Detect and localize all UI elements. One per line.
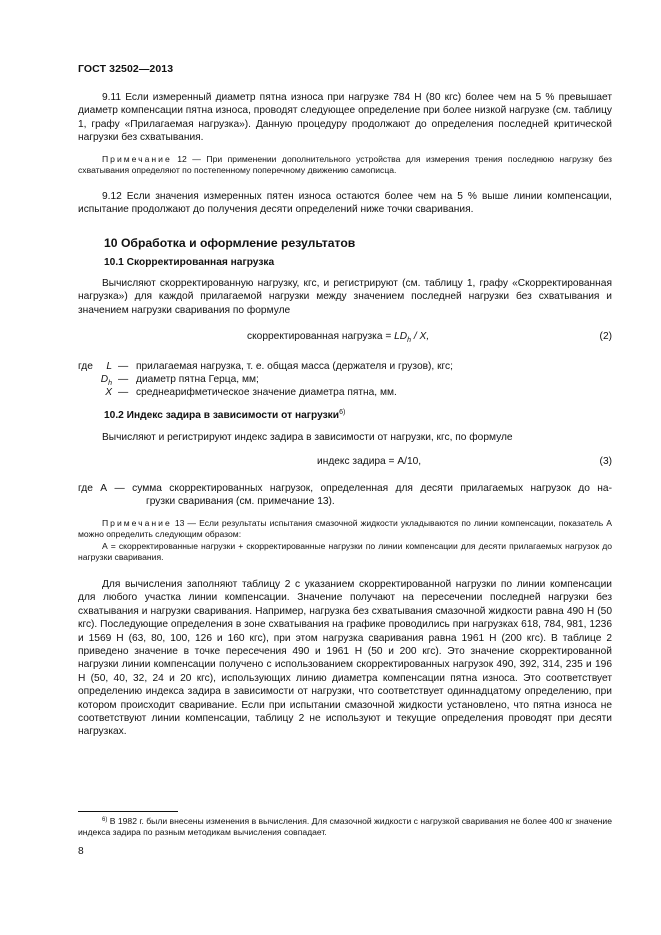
note-12-label: Примечание bbox=[102, 154, 172, 164]
formula-2-rest: / X, bbox=[411, 331, 430, 342]
def-dash: — bbox=[118, 361, 129, 372]
where-word: где bbox=[78, 361, 93, 372]
note-12-text: 12 — При применении дополнительного устройства для измерения трения последнюю нагрузку без схватывания определяют по постепенному поперечному движению самописца. bbox=[78, 154, 612, 176]
where-a-line1: где А — сумма скорректированных нагрузок, определенная для десяти прилагаемых нагрузок до на- bbox=[78, 483, 612, 494]
formula-2-number: (2) bbox=[599, 331, 612, 342]
def-symbol-x: X bbox=[105, 387, 112, 398]
section-10-1-title: 10.1 Скорректированная нагрузка bbox=[104, 257, 275, 268]
formula-2-ld: LD bbox=[394, 331, 408, 342]
formula-2 bbox=[247, 331, 429, 344]
def-dash: — bbox=[118, 387, 129, 398]
formula-2-sub: h bbox=[407, 337, 412, 345]
section-10-2-text: Вычисляют и регистрируют индекс задира в зависимости от нагрузки, кгс, по формуле bbox=[102, 432, 513, 443]
paragraph-table-2: Для вычисления заполняют таблицу 2 с указанием скорректированной нагрузки по линии компенсации для любого участка линии компенсации. Значение получают на пересечении последней нагрузки без схватывания и нагрузки сваривания. Например, нагрузка без схватывания смазочной жидкости равна 490 Н (50 кгс). Последующие определения в зоне схватывания на графике проводились при нагрузках 618, 784, 981, 1236 и 1569 Н (63, 80, 100, 126 и 160 кгс), при этом нагрузка сваривания равна 1961 Н (200 кгс). В таблице 2 приведено значение в точке пересечения 490 и 1961 Н (50 и 200 кгс). Это значение скорректированной нагрузки линии компенсации получено с использованием скорректированных нагрузок 490, 392, 314, 235 и 196 Н (50, 40, 32, 24 и 20 кгс), использующих линию диаметра компенсации пятна износа. Это соответствует определению индекса задира в зависимости от нагрузки, что соответствует одиннадцатому определению, при котором происходит сваривание. Если при испытании смазочной жидкости установлено, что пятна износа не соответствуют линии компенсации, таблицу 2 не используют и текущие определения проводят при десяти нагрузках. bbox=[78, 579, 612, 738]
footnote-6-mark: 6) bbox=[102, 817, 108, 823]
def-dash: — bbox=[118, 374, 129, 385]
note-13-line1: 13 — Если результаты испытания смазочной жидкости укладываются по линии компенсации, показатель А можно определить следующим образом: bbox=[78, 518, 613, 540]
section-10-2-title: 10.2 Индекс задира в зависимости от нагрузки$^{6)}$ bbox=[104, 409, 346, 421]
def-text-dh: диаметр пятна Герца, мм; bbox=[136, 374, 259, 385]
footnote-ref-6: 6) bbox=[339, 409, 346, 416]
formula-2-lhs: скорректированная нагрузка = bbox=[247, 331, 395, 342]
definitions-list bbox=[78, 360, 612, 400]
note-12 bbox=[78, 154, 612, 176]
section-10-1-text: Вычисляют скорректированную нагрузку, кгс, и регистрируют (см. таблицу 1, графу «Скорректированная нагрузка») для каждой прилагаемой нагрузки между значением последней нагрузки без схватывания и значением нагрузки сваривания по формуле bbox=[78, 278, 612, 316]
def-symbol-l: L bbox=[106, 361, 112, 372]
section-10-title: 10 Обработка и оформление результатов bbox=[104, 236, 356, 250]
formula-3: индекс задира = A/10, bbox=[317, 456, 422, 467]
def-text-l: прилагаемая нагрузка, т. е. общая масса (держателя и грузов), кгс; bbox=[136, 361, 453, 372]
footnote-6 bbox=[78, 815, 612, 838]
paragraph-9-12: 9.12 Если значения измеренных пятен износа остаются более чем на 5 % выше линии компенсации, испытание продолжают до получения десяти определений ниже точки сваривания. bbox=[78, 191, 612, 216]
def-text-x: среднеарифметическое значение диаметра пятна, мм. bbox=[136, 387, 397, 398]
paragraph-9-11: 9.11 Если измеренный диаметр пятна износа при нагрузке 784 Н (80 кгс) более чем на 5 % превышает диаметр компенсации пятна износа, проводят следующее определение при более низкой нагрузке (см. таблицу 1, графу «Прилагаемая нагрузка»). Данную процедуру продолжают до определения последней критической нагрузки без схватывания. bbox=[78, 92, 612, 144]
note-13-formula: А = скорректированные нагрузки + скорректированные нагрузки по линии компенсации для десяти прилагаемых нагрузок до нагрузки сваривания. bbox=[78, 541, 612, 563]
formula-3-number: (3) bbox=[599, 456, 612, 467]
footnote-separator bbox=[78, 811, 178, 812]
where-a-line2: грузки сваривания (см. примечание 13). bbox=[146, 496, 335, 507]
note-13 bbox=[78, 518, 612, 540]
note-13-label: Примечание bbox=[102, 518, 172, 528]
page-number: 8 bbox=[78, 846, 84, 857]
def-symbol-dh: $D_h$ bbox=[100, 374, 112, 388]
standard-header: ГОСТ 32502—2013 bbox=[78, 63, 174, 75]
footnote-6-text: В 1982 г. были внесены изменения в вычисления. Для смазочной жидкости с нагрузкой сваривания не более 400 кг значение индекса задира по разным методикам вычисления совпадает. bbox=[78, 816, 613, 838]
